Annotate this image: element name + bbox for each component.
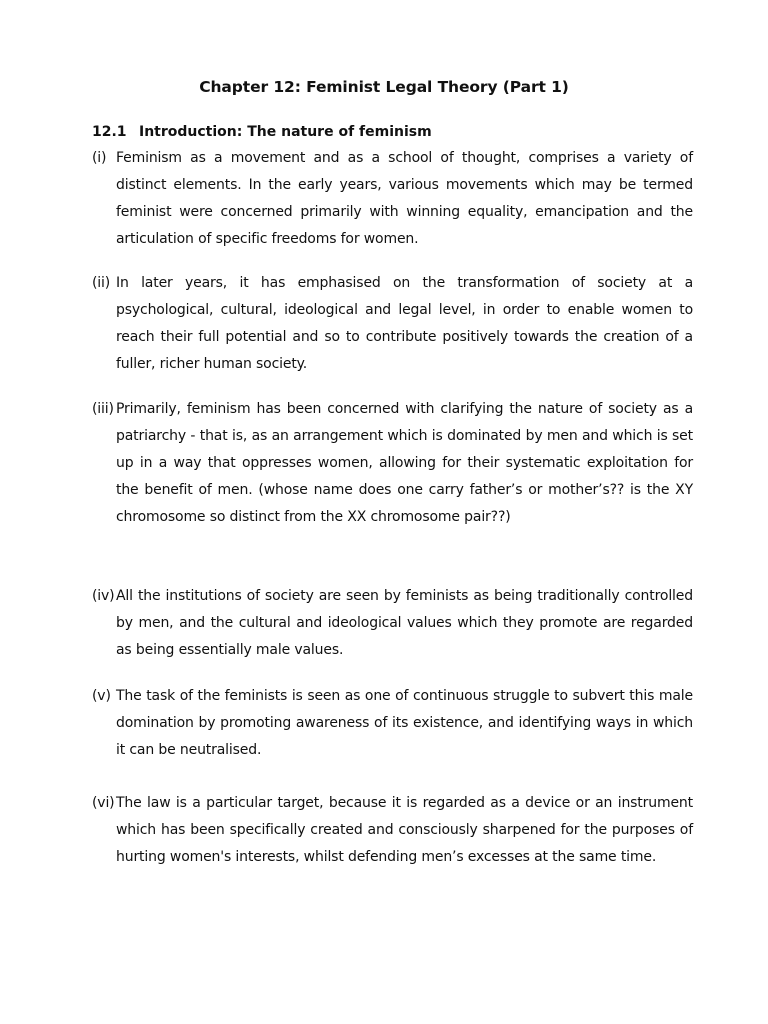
paragraph-text: The law is a particular target, because it is regarded as a device or an instrument which has been specifically created and consciously sharpened for the purposes of hurting women's interests, whilst defending men’s excesses at the same time. — [116, 795, 693, 865]
paragraph-marker: (iv) — [92, 588, 115, 604]
paragraph-i — [92, 145, 693, 253]
paragraph-text: Feminism as a movement and as a school of thought, comprises a variety of distinct elements. In the early years, various movements which may be termed feminist were concerned primarily with winning equality, emancipation and the articulation of specific freedoms for women. — [116, 150, 693, 247]
section-number: 12.1 — [92, 124, 127, 140]
paragraph-text: Primarily, feminism has been concerned with clarifying the nature of society as a patriarchy - that is, as an arrangement which is dominated by men and which is set up in a way that oppresses women, allowing for their systematic exploitation for the benefit of men. (whose name does one carry father’s or mother’s?? is the XY chromosome so distinct from the XX chromosome pair??) — [116, 401, 693, 525]
paragraph-text: In later years, it has emphasised on the transformation of society at a psychological, cultural, ideological and legal level, in order to enable women to reach their full potential and so to contribute positively towards the creation of a fuller, richer human society. — [116, 275, 693, 372]
chapter-title: Chapter 12: Feminist Legal Theory (Part 1) — [199, 78, 569, 96]
paragraph-marker: (i) — [92, 150, 107, 166]
paragraph-vi — [92, 790, 693, 871]
section-title: Introduction: The nature of feminism — [139, 124, 432, 140]
paragraph-text: The task of the feminists is seen as one of continuous struggle to subvert this male domination by promoting awareness of its existence, and identifying ways in which it can be neutralised. — [116, 688, 693, 758]
paragraph-v — [92, 683, 693, 764]
paragraph-iv — [92, 583, 693, 664]
paragraph-iii — [92, 396, 693, 531]
paragraph-text: All the institutions of society are seen by feminists as being traditionally controlled by men, and the cultural and ideological values which they promote are regarded as being essentially male values. — [116, 588, 693, 658]
paragraph-marker: (vi) — [92, 795, 115, 811]
paragraph-marker: (ii) — [92, 275, 111, 291]
section-heading — [92, 124, 432, 140]
paragraph-ii — [92, 270, 693, 378]
paragraph-marker: (iii) — [92, 401, 114, 417]
paragraph-marker: (v) — [92, 688, 111, 704]
